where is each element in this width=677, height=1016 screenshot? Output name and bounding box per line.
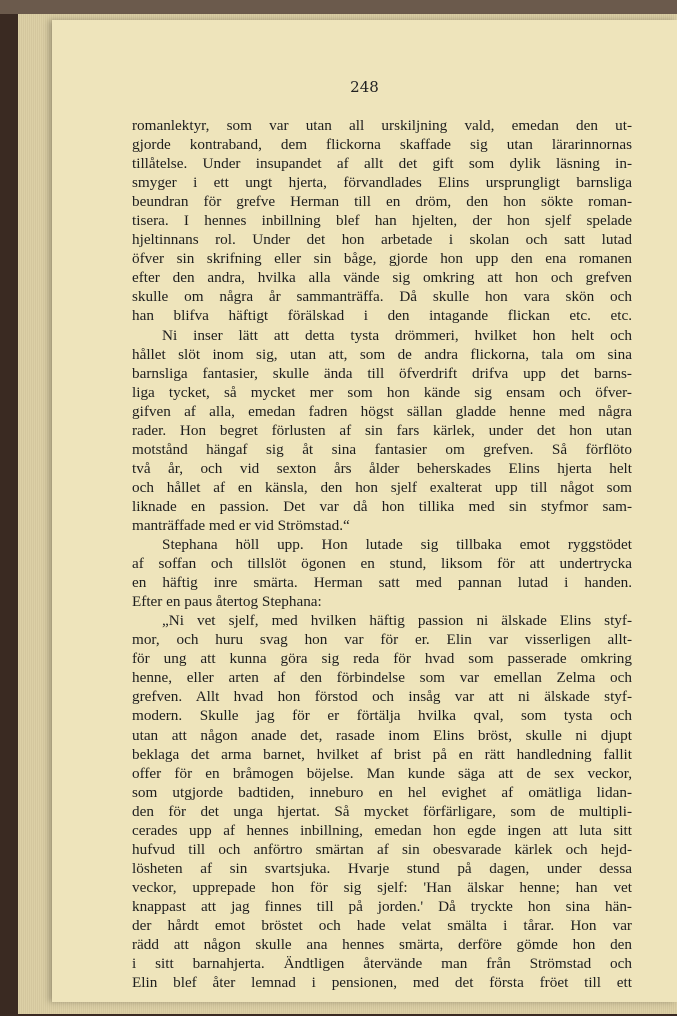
text-line: utan att någon anade det, rasade inom Elins bröst, skulle ni djupt <box>132 726 632 744</box>
text-line: han blifva häftigt förälskad i den intagande flickan etc. etc. <box>132 307 632 325</box>
text-line: rädd att någon skulle ana hennes smärta, derföre gömde hon den <box>132 936 632 954</box>
text-line: gifven af alla, emedan fadren högst sällan gladde henne med några <box>132 402 632 420</box>
text-line: den för det unga hjertat. Så mycket förfärligare, som de multipli- <box>132 802 632 820</box>
text-line: af soffan och tillslöt ögonen en stund, liksom för att undertrycka <box>132 555 632 573</box>
text-line: öfver sin skrifning eller sin båge, gjorde hon upp den ena romanen <box>132 250 632 268</box>
text-line: „Ni vet sjelf, med hvilken häftig passion ni älskade Elins styf- <box>162 612 632 630</box>
text-line: henne, eller arten af den förbindelse som var emellan Zelma och <box>132 669 632 687</box>
text-line: liga tycket, så mycket mer som hon kände sig ensam och öfver- <box>132 383 632 401</box>
text-line: gjorde kontraband, dem flickorna skaffade sig utan lärarinnornas <box>132 136 632 154</box>
book-page <box>52 20 677 1002</box>
text-line: lösheten af sin svartsjuka. Hvarje stund på dagen, under dessa <box>132 859 632 877</box>
text-line: manträffade med er vid Strömstad.“ <box>132 516 350 534</box>
text-line: liknade en passion. Det var då hon tillika med sin styfmor sam- <box>132 497 632 515</box>
text-line: Ni inser lätt att detta tysta drömmeri, hvilket hon helt och <box>162 326 632 344</box>
text-line: beklaga det arma barnet, hvilket af brist på en rätt handledning fallit <box>132 745 632 763</box>
text-line: grefven. Allt hvad hon förstod och insåg var att ni älskade styf- <box>132 688 632 706</box>
text-line: Efter en paus återtog Stephana: <box>132 593 322 611</box>
text-line: tillåtelse. Under insupandet af allt det gift som dylik läsning in- <box>132 155 632 173</box>
text-line: efter den andra, hvilka alla vände sig omkring att hon och grefven <box>132 269 632 287</box>
page-number: 248 <box>350 78 379 96</box>
text-line: som utgjorde badtiden, inneburo en hel evighet af omätliga lidan- <box>132 783 632 801</box>
text-line: barnsliga fantasier, skulle ända till öfverdrift drifva upp det barns- <box>132 364 632 382</box>
book-top-edge <box>0 0 677 14</box>
body-text <box>132 116 632 992</box>
text-line: i sitt barnahjerta. Ändtligen återvände man från Strömstad och <box>132 955 632 973</box>
text-line: smyger i ett ungt hjerta, förvandlades Elins ursprungligt barnsliga <box>132 174 632 192</box>
text-line: offer för en bråmogen böjelse. Man kunde säga att de sex veckor, <box>132 764 632 782</box>
text-line: motstånd hängaf sig åt sina fantasier om grefven. Så förflöto <box>132 440 632 458</box>
text-line: tisera. I hennes inbillning blef han hjelten, der hon sjelf spelade <box>132 212 632 230</box>
text-line: beundran för grefve Herman till en dröm, den hon sökte roman- <box>132 193 632 211</box>
text-line: två år, och vid sexton års ålder beherskades Elins hjerta helt <box>132 459 632 477</box>
text-line: och hållet af en känsla, den hon sjelf exalterat upp till något som <box>132 478 632 496</box>
text-line: modern. Skulle jag för er förtälja hvilka qval, som tysta och <box>132 707 632 725</box>
text-line: romanlektyr, som var utan all urskiljning vald, emedan den ut- <box>132 117 632 134</box>
text-line: veckor, upprepade hon för sig sjelf: 'Han älskar henne; han vet <box>132 878 632 896</box>
text-line: cerades upp af hennes inbillning, emedan hon egde ingen att luta sitt <box>132 821 632 839</box>
text-line: rader. Hon begret förlusten af sin fars kärlek, under det hon utan <box>132 421 632 439</box>
text-line: för ung att kunna göra sig reda för hvad som passerade omkring <box>132 650 632 668</box>
text-line: mor, och huru svag hon var för er. Elin var visserligen allt- <box>132 631 632 649</box>
text-line: en häftig inre smärta. Herman satt med pannan lutad i handen. <box>132 574 632 592</box>
text-line: der hårdt emot bröstet och hade velat smälta i tårar. Hon var <box>132 916 632 934</box>
text-line: Elin blef åter lemnad i pensionen, med det första fröet till ett <box>132 974 632 992</box>
text-line: knappast att jag finnes till på jorden.' Då tryckte hon sina hän- <box>132 897 632 915</box>
text-line: hufvud till och anförtro smärtan af sin obesvarade kärlek och hejd- <box>132 840 632 858</box>
text-line: skulle om några år sammanträffa. Då skulle hon vara skön och <box>132 288 632 306</box>
text-line: Stephana höll upp. Hon lutade sig tillbaka emot ryggstödet <box>162 536 632 554</box>
text-line: hållet slöt inom sig, utan att, som de andra flickorna, tala om sina <box>132 345 632 363</box>
text-line: hjeltinnans rol. Under det hon arbetade i skolan och satt lutad <box>132 231 632 249</box>
